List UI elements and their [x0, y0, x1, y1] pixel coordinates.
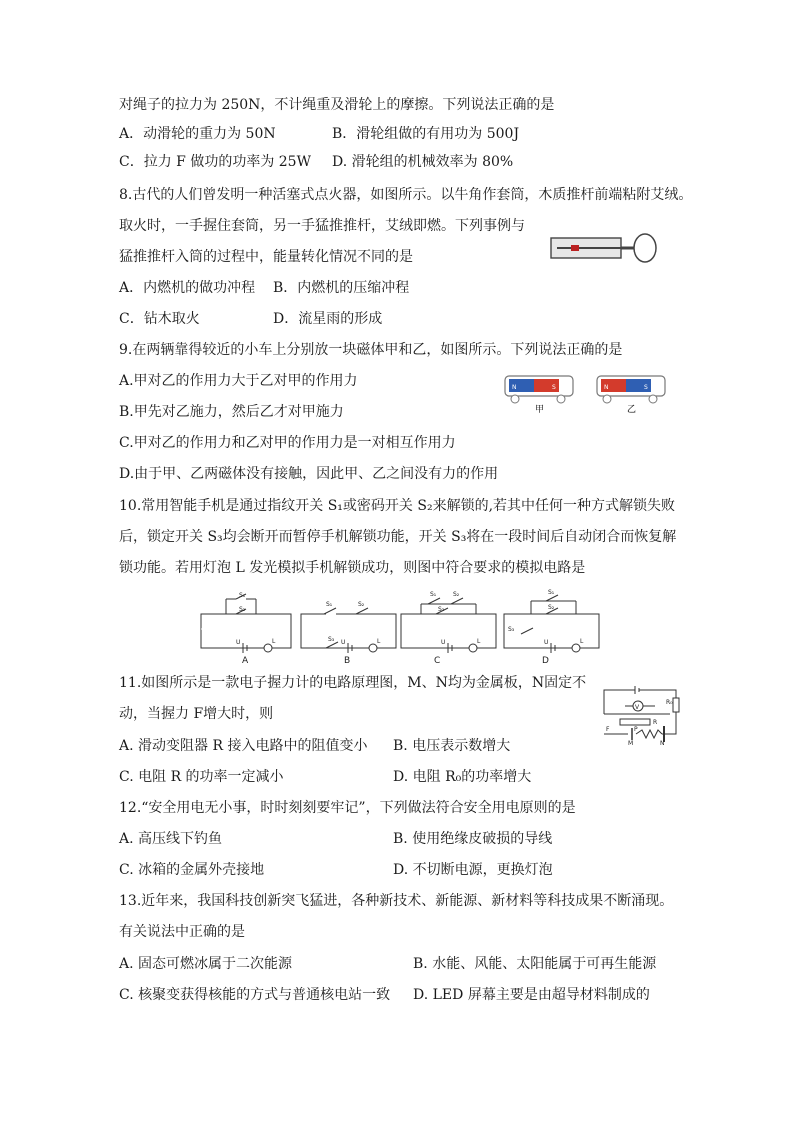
car-right-pole-s: S: [644, 384, 648, 391]
circuit-c-l-label: L: [477, 638, 481, 645]
circuit-c-s2-label: S₂: [453, 591, 460, 598]
q11-option-b: B. 电压表示数增大: [393, 738, 511, 754]
q10-stem-line-1: 10.常用智能手机是通过指纹开关 S₁或密码开关 S₂来解锁的,若其中任何一种方式解锁失败: [119, 498, 676, 514]
circuit-d-u-label: U: [544, 639, 549, 646]
q8-stem-line-2: 取火时，一手握住套筒，另一手猛推推杆，艾绒即燃。下列事例与: [119, 218, 525, 234]
circuit-b-s2-label: S₂: [358, 601, 365, 608]
q12-option-b: B. 使用绝缘皮破损的导线: [393, 831, 553, 847]
q11-stem-line-2: 动，当握力 F增大时，则: [119, 706, 274, 722]
q13-stem-line-1: 13.近年来，我国科技创新突飞猛进，各种新技术、新能源、新材料等科技成果不断涌现。: [119, 893, 674, 909]
circuit-c-u-label: U: [441, 639, 446, 646]
circuit-c-s1-label: S₁: [430, 591, 437, 598]
q7-option-d: D. 滑轮组的机械效率为 80%: [332, 154, 514, 170]
plate-n-label: N: [660, 740, 665, 746]
car-left-pole-n: N: [512, 384, 517, 391]
grip-meter-circuit-figure: [600, 684, 684, 746]
car-right: [597, 376, 665, 415]
circuit-c-caption: C: [434, 656, 441, 665]
car-left-pole-s: S: [552, 384, 556, 391]
rheostat-r-label: R: [653, 719, 658, 726]
q9-option-c: C.甲对乙的作用力和乙对甲的作用力是一对相互作用力: [119, 435, 456, 451]
circuit-d-s1-label: S₁: [548, 589, 555, 596]
car-left-label: 甲: [535, 405, 545, 415]
fire-piston-figure: [549, 230, 661, 266]
q11-option-a: A. 滑动变阻器 R 接入电路中的阻值变小: [119, 738, 368, 754]
q7-stem-tail: 对绳子的拉力为 250N，不计绳重及滑轮上的摩擦。下列说法正确的是: [119, 97, 555, 113]
plate-m-label: M: [628, 740, 634, 746]
q12-option-d: D. 不切断电源，更换灯泡: [393, 862, 553, 878]
q7-option-b: B．滑轮组做的有用功为 500J: [332, 126, 520, 142]
circuit-d-caption: D: [542, 656, 549, 665]
circuit-b-caption: B: [344, 656, 351, 665]
q8-option-c: C．钻木取火: [119, 311, 200, 327]
q12-option-c: C. 冰箱的金属外壳接地: [119, 862, 265, 878]
q9-stem: 9.在两辆靠得较近的小车上分别放一块磁体甲和乙，如图所示。下列说法正确的是: [119, 342, 623, 358]
q8-option-b: B．内燃机的压缩冲程: [273, 280, 410, 296]
circuit-d-s3-label: S₃: [508, 626, 515, 633]
q7-option-a: A．动滑轮的重力为 50N: [119, 126, 276, 142]
q11-option-c: C. 电阻 R 的功率一定减小: [119, 769, 284, 785]
circuit-b-s3-label: S₃: [328, 636, 335, 643]
q9-option-b: B.甲先对乙施力，然后乙才对甲施力: [119, 404, 344, 420]
q11-stem-line-1: 11.如图所示是一款电子握力计的电路原理图，M、N均为金属板，N固定不: [119, 675, 587, 691]
circuit-b-u-label: U: [341, 639, 346, 646]
q11-option-d: D. 电阻 R₀的功率增大: [393, 769, 532, 785]
magnet-cars-figure: [497, 368, 677, 416]
circuit-c: [401, 598, 496, 653]
q10-stem-line-2: 后，锁定开关 S₃均会断开而暂停手机解锁功能，开关 S₃将在一段时间后自动闭合而恢复解: [119, 529, 677, 545]
q12-option-a: A. 高压线下钓鱼: [119, 831, 223, 847]
circuit-a-l-label: L: [272, 638, 276, 645]
circuit-b: [301, 608, 396, 653]
circuit-d-l-label: L: [580, 638, 584, 645]
force-f-label: F: [606, 726, 610, 733]
q13-stem-line-2: 有关说法中正确的是: [119, 924, 245, 940]
resistor-r0-label: R₀: [666, 699, 673, 706]
q9-option-d: D.由于甲、乙两磁体没有接触，因此甲、乙之间没有力的作用: [119, 466, 499, 482]
circuit-b-l-label: L: [377, 638, 381, 645]
circuit-c-s3-label: S₃: [438, 606, 445, 613]
q9-option-a: A.甲对乙的作用力大于乙对甲的作用力: [119, 373, 358, 389]
circuit-a-s1-label: S₁: [239, 592, 246, 599]
q8-option-a: A．内燃机的做功冲程: [119, 280, 256, 296]
circuit-d-s2-label: S₂: [548, 604, 555, 611]
q10-circuit-options-figure: [196, 589, 606, 665]
slider-p-label: P: [634, 726, 638, 733]
circuit-b-s1-label: S₁: [326, 601, 333, 608]
q13-option-b: B. 水能、风能、太阳能属于可再生能源: [413, 956, 657, 972]
car-right-label: 乙: [627, 405, 637, 415]
q7-option-c: C．拉力 F 做功的功率为 25W: [119, 154, 311, 170]
circuit-a: [201, 594, 291, 653]
q8-option-d: D．流星雨的形成: [273, 311, 383, 327]
q13-option-a: A. 固态可燃冰属于二次能源: [119, 956, 293, 972]
car-left: [505, 376, 573, 415]
q13-option-c: C. 核聚变获得核能的方式与普通核电站一致: [119, 987, 391, 1003]
circuit-a-caption: A: [242, 656, 249, 665]
q10-stem-line-3: 锁功能。若用灯泡 L 发光模拟手机解锁成功，则图中符合要求的模拟电路是: [119, 560, 586, 576]
car-right-pole-n: N: [604, 384, 609, 391]
q8-stem-line-1: 8.古代的人们曾发明一种活塞式点火器，如图所示。以牛角作套筒，木质推杆前端粘附艾绒。: [119, 187, 693, 203]
voltmeter-label: V: [635, 704, 640, 711]
q13-option-d: D. LED 屏幕主要是由超导材料制成的: [413, 987, 650, 1003]
q12-stem: 12.“安全用电无小事，时时刻刻要牢记”，下列做法符合安全用电原则的是: [119, 800, 576, 816]
q8-stem-line-3: 猛推推杆入筒的过程中，能量转化情况不同的是: [119, 249, 413, 265]
circuit-a-s2-label: S₂: [239, 606, 246, 613]
circuit-a-u-label: U: [236, 639, 241, 646]
